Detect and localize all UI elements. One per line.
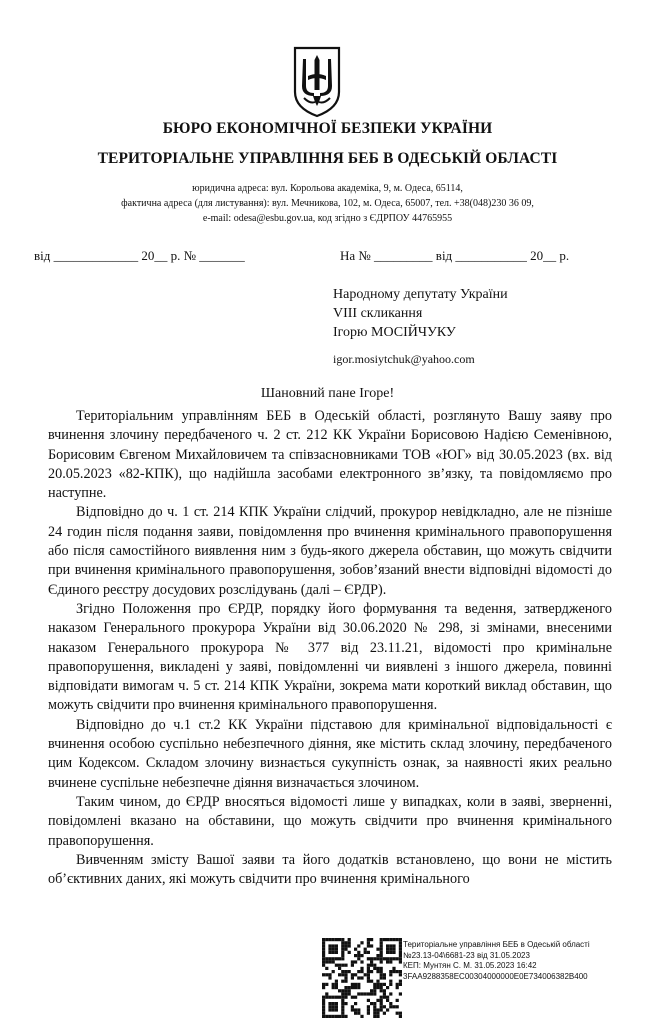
stamp-registration-number: №23.13-04\6681-23 від 31.05.2023 (403, 950, 530, 960)
stamp-signer: КЕП: Мунтян С. М. 31.05.2023 16:42 (403, 961, 537, 970)
organization-name: БЮРО ЕКОНОМІЧНОЇ БЕЗПЕКИ УКРАЇНИ (162, 120, 493, 137)
recipient-email: igor.mosiytchuk@yahoo.com (333, 352, 475, 366)
coat-of-arms-trident-icon (292, 46, 342, 118)
department-name: ТЕРИТОРІАЛЬНЕ УПРАВЛІННЯ БЕБ В ОДЕСЬКІЙ ОБЛАСТІ (97, 150, 558, 167)
recipient-title: Народному депутату України (333, 287, 508, 302)
paragraph: Територіальним управлінням БЕБ в Одеській області, розглянуто Вашу заяву про вчинення злочину передбаченого ч. 2 ст. 212 КК України Борисовою Надією Семенівною, Борисовим Євгеном Михайловичем та співзасновниками ТОВ «ЮГ» від 30.05.2023 (вх. від 20.05.2023 «82-КПК), що надійшла засобами електронного зв’язку, та повідомляємо про наступне. (48, 408, 612, 502)
actual-address: фактична адреса (для листування): вул. Мечникова, 102, м. Одеса, 65007, тел. +38(048)230 36 09, (121, 198, 534, 209)
incoming-reference: На № _________ від ___________ 20__ р. (340, 248, 570, 263)
paragraph: Відповідно до ч.1 ст.2 КК України підставою для кримінальної відповідальності є вчинення особою суспільно небезпечного діяння, яке містить склад злочину, передбаченого цим Кодексом. Складом злочину визнається сукупність ознак, за наявності яких реально вчинене суспільне небезпечне діяння визначається злочином. (48, 716, 612, 791)
paragraph: Згідно Положення про ЄРДР, порядку його формування та ведення, затвердженого наказом Генерального прокурора України від 30.06.2020 № 298, зі змінами, внесеними наказом Генерального прокурора № 377 від 23.11.21, відомості про кримінальне правопорушення, викладені у заяві, повідомленні чи виявлені з іншого джерела, повинні відповідати вимогам ч. 5 ст. 214 КПК України, зокрема мати короткий виклад обставин, що можуть свідчити про вчинення кримінального правопорушення. (48, 600, 612, 714)
legal-address: юридична адреса: вул. Корольова академіка, 9, м. Одеса, 65114, (192, 183, 463, 194)
paragraph: Відповідно до ч. 1 ст. 214 КПК України слідчий, прокурор невідкладно, але не пізніше 24 годин після подання заяви, повідомлення про вчинення кримінального правопорушення або після самостійного виявлення ним з будь-якого джерела обставин, що можуть свідчити при вчинення кримінального правопорушення, зобов’язаний внести відповідні відомості до Єдиного реєстру досудових розслідувань (далі – ЄРДР). (48, 504, 612, 598)
letter-body (48, 407, 612, 889)
email-line: e-mail: odesa@esbu.gov.ua, код згідно з ЄДРПОУ 44765955 (202, 213, 453, 224)
outgoing-reference: від _____________ 20__ р. № _______ (34, 248, 245, 263)
paragraph: Вивченням змісту Вашої заяви та його додатків встановлено, що вони не містить об’єктивних даних, які можуть свідчити про вчинення кримінального (48, 851, 612, 888)
paragraph: Таким чином, до ЄРДР вносяться відомості лише у випадках, коли в заяві, зверненні, повідомлені вказано на обставини, що можуть свідчити про вчинення кримінального правопорушення. (48, 793, 612, 849)
recipient-name: Ігорю МОСІЙЧУКУ (333, 325, 456, 340)
recipient-convocation: VIII скликання (333, 306, 423, 321)
electronic-signature-stamp (403, 940, 643, 982)
qr-code-icon (322, 938, 402, 1018)
stamp-certificate-serial: 3FAA9288358EC00304000000E0E734006382B400 (403, 971, 588, 981)
salutation: Шановний пане Ігоре! (260, 386, 395, 401)
stamp-organization: Територіальне управління БЕБ в Одеській області (403, 940, 590, 949)
